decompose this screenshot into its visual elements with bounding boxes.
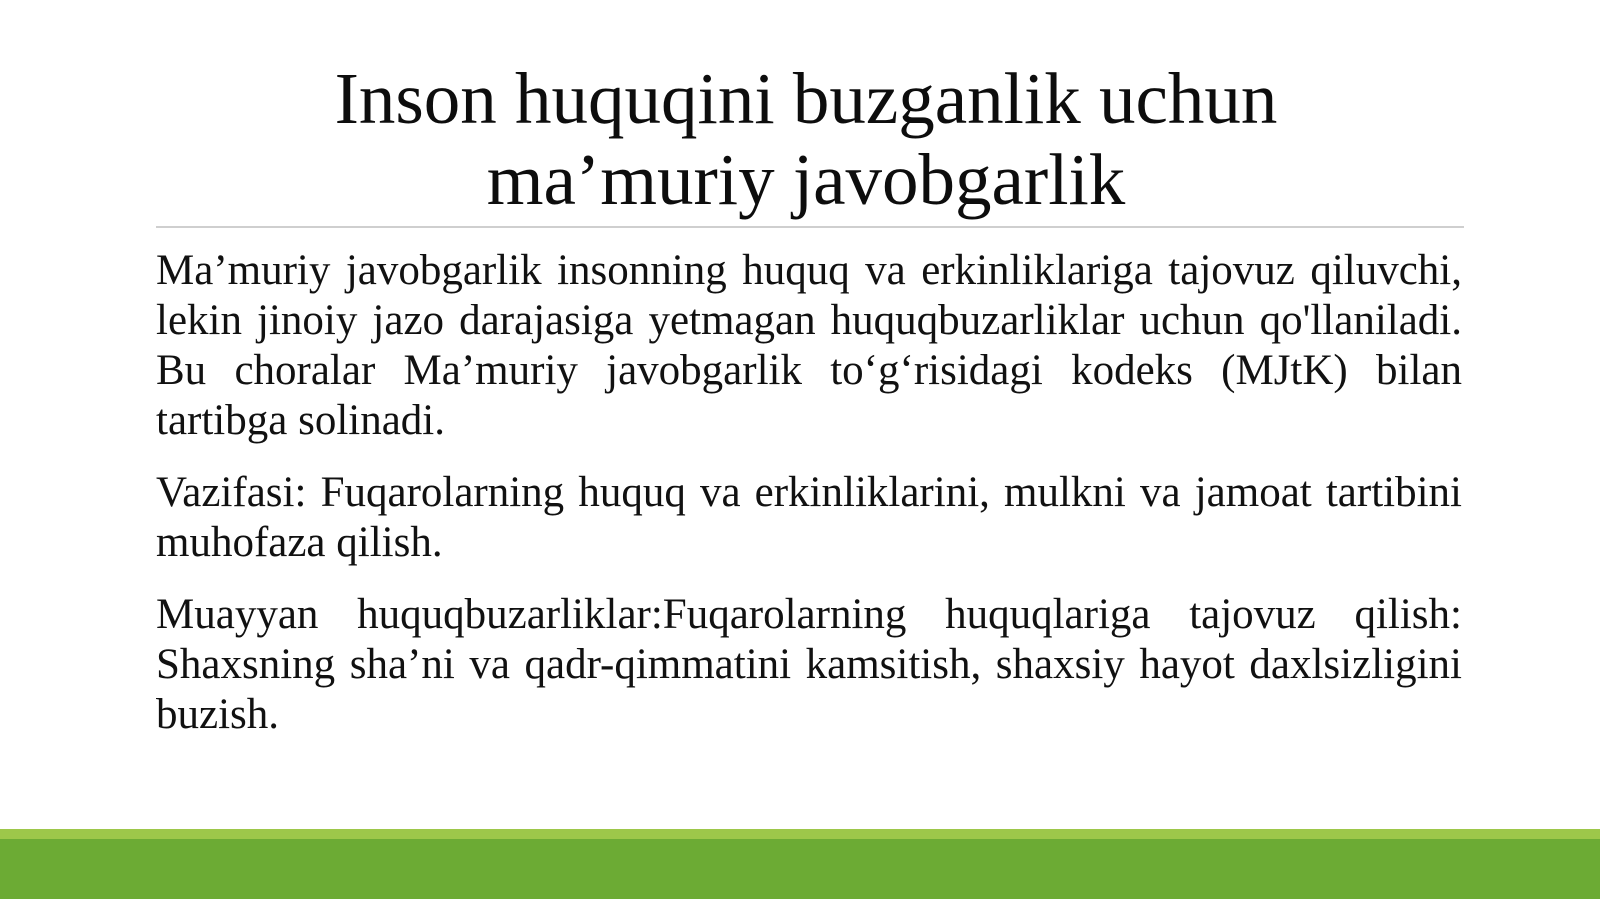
slide-title	[156, 58, 1456, 220]
slide-body	[156, 246, 1462, 762]
slide-title-line-2: ma’muriy javobgarlik	[486, 139, 1126, 220]
title-divider	[156, 226, 1464, 228]
paragraph-offenses: Muayyan huquqbuzarliklar:Fuqarolarning huquqlariga tajovuz qilish: Shaxsning sha’ni va qadr-qimmatini kamsitish, shaxsiy hayot daxlsizligini buzish.	[156, 591, 1462, 738]
footer-band	[0, 829, 1600, 899]
paragraph-definition: Ma’muriy javobgarlik insonning huquq va erkinliklariga tajovuz qiluvchi, lekin jinoiy jazo darajasiga yetmagan huquqbuzarliklar uchun qo'llaniladi. Bu choralar Ma’muriy javobgarlik to‘g‘risidagi kodeks (MJtK) bilan tartibga solinadi.	[156, 247, 1462, 444]
footer-green-bar	[0, 839, 1600, 899]
paragraph-purpose: Vazifasi: Fuqarolarning huquq va erkinliklarini, mulkni va jamoat tartibini muhofaza qilish.	[156, 469, 1462, 566]
slide-title-line-1: Inson huquqini buzganlik uchun	[334, 58, 1278, 139]
footer-light-stripe	[0, 829, 1600, 839]
